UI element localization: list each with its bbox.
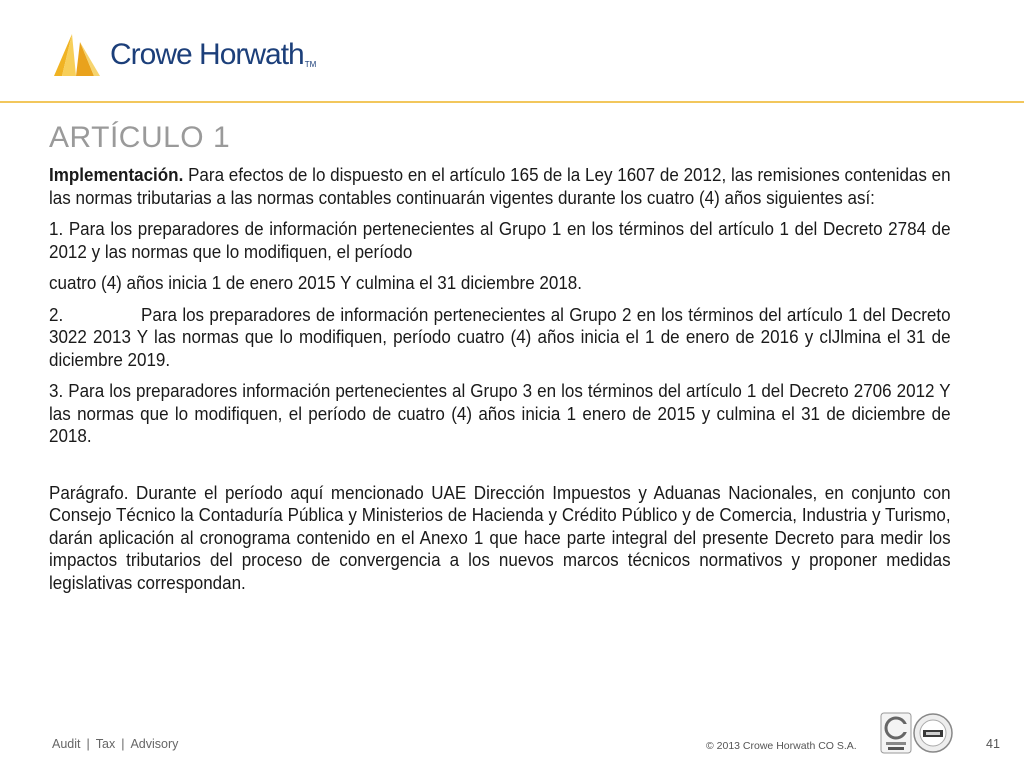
paragraph-text: Para efectos de lo dispuesto en el artículo 165 de la Ley 1607 de 2012, las remisiones contenidas en las normas tributarias a las normas contables continuarán vigentes durante los cuatro (4) años siguientes así: — [49, 164, 951, 208]
paragraph-item-1: 1. Para los preparadores de información pertenecientes al Grupo 1 en los términos del artículo 1 del Decreto 2784 de 2012 y las normas que lo modifiquen, el período — [49, 218, 951, 262]
page-number: 41 — [986, 737, 1000, 751]
logo-trademark: TM — [304, 60, 317, 69]
company-logo — [50, 32, 330, 80]
slide-title: ARTÍCULO 1 — [49, 121, 231, 154]
footer-separator: | — [121, 737, 125, 751]
footer-services — [52, 737, 178, 751]
certification-seal-icon — [880, 712, 912, 754]
paragraph-lead: Implementación. — [49, 164, 184, 185]
logo-text: Crowe Horwath™ — [110, 38, 317, 71]
paragraph-item-1-cont: cuatro (4) años inicia 1 de enero 2015 Y culmina el 31 diciembre 2018. — [49, 272, 583, 293]
slide-body — [49, 164, 951, 603]
paragraph-text: Para los preparadores de información pertenecientes al Grupo 2 en los términos del artículo 1 del Decreto 3022 2013 Y las normas que lo modifiquen, período cuatro (4) años inicia el 1 de enero de 2016 y clJlmina el 31 de diciembre 2019. — [49, 303, 951, 370]
paragraph-implementation — [49, 164, 951, 209]
footer-advisory: Advisory — [130, 737, 179, 751]
item-number: 2. — [49, 303, 64, 325]
footer-tax: Tax — [95, 737, 116, 751]
footer-separator: | — [86, 737, 90, 751]
footer-audit: Audit — [52, 737, 81, 751]
iqnet-seal-icon — [912, 712, 954, 754]
crowe-horwath-logo-icon — [50, 32, 102, 80]
paragraph-item-3: 3. Para los preparadores información pertenecientes al Grupo 3 en los términos del artículo 1 del Decreto 2706 2012 Y las normas que lo modifiquen, el período de cuatro (4) años inicia 1 enero de 2015 y culmina el 31 de diciembre de 2018. — [49, 380, 951, 446]
header-divider — [0, 101, 1024, 103]
footer-copyright: © 2013 Crowe Horwath CO S.A. — [706, 740, 857, 752]
paragraph-item-2 — [49, 304, 951, 372]
paragraph-paragrafo: Parágrafo. Durante el período aquí mencionado UAE Dirección Impuestos y Aduanas Nacionales, en conjunto con Consejo Técnico la Contaduría Pública y Ministerios de Hacienda y Crédito Público y de Comercia, Industria y Turismo, darán aplicación al cronograma contenido en el Anexo 1 que hace parte integral del presente Decreto para medir los impactos tributarios del proceso de convergencia a los nuevos marcos técnicos normativos y proponer medidas legislativas correspondan. — [49, 481, 951, 593]
